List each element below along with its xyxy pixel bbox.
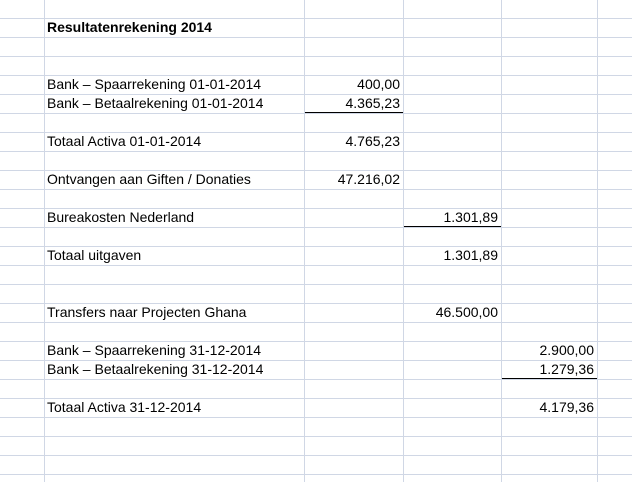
row-divider [0, 436, 632, 437]
totaal-uitgaven-label[interactable]: Totaal uitgaven [47, 247, 142, 263]
sheet-row [0, 246, 632, 265]
betaalrekening-end-value[interactable]: 1.279,36 [502, 360, 597, 379]
betaalrekening-end-label[interactable]: Bank – Betaalrekening 31-12-2014 [47, 361, 264, 377]
sheet-row-title [0, 18, 632, 37]
sheet-row [0, 303, 632, 322]
totaal-uitgaven-value[interactable]: 1.301,89 [443, 247, 498, 263]
bureaukosten-label[interactable]: Bureakosten Nederland [47, 209, 195, 225]
betaalrekening-begin-label[interactable]: Bank – Betaalrekening 01-01-2014 [47, 95, 264, 111]
transfers-label[interactable]: Transfers naar Projecten Ghana [47, 304, 247, 320]
transfers-value[interactable]: 46.500,00 [435, 304, 498, 320]
row-divider [0, 37, 632, 38]
totaal-activa-begin-value[interactable]: 4.765,23 [345, 133, 400, 149]
sheet-row [0, 341, 632, 360]
giften-label[interactable]: Ontvangen aan Giften / Donaties [47, 171, 251, 187]
giften-value[interactable]: 47.216,02 [337, 171, 400, 187]
spaarrekening-begin-label[interactable]: Bank – Spaarrekening 01-01-2014 [47, 76, 262, 92]
sheet-title[interactable]: Resultatenrekening 2014 [47, 19, 212, 35]
sheet-row [0, 170, 632, 189]
sheet-row [0, 208, 632, 227]
sheet-row [0, 94, 632, 113]
totaal-activa-end-label[interactable]: Totaal Activa 31-12-2014 [47, 399, 202, 415]
bureaukosten-value[interactable]: 1.301,89 [404, 208, 501, 227]
row-divider [0, 284, 632, 285]
row-divider [0, 379, 632, 380]
totaal-activa-end-value[interactable]: 4.179,36 [539, 399, 594, 415]
sheet-row [0, 132, 632, 151]
row-divider [0, 322, 632, 323]
row-divider [0, 455, 632, 456]
row-divider [0, 189, 632, 190]
row-divider [0, 56, 632, 57]
row-divider [0, 474, 632, 475]
sheet-row [0, 360, 632, 379]
betaalrekening-begin-value[interactable]: 4.365,23 [305, 94, 403, 113]
row-divider [0, 113, 632, 114]
row-divider [0, 417, 632, 418]
sheet-row [0, 75, 632, 94]
row-divider [0, 227, 632, 228]
spaarrekening-end-value[interactable]: 2.900,00 [539, 342, 594, 358]
sheet-row [0, 398, 632, 417]
spaarrekening-begin-value[interactable]: 400,00 [357, 76, 400, 92]
row-divider [0, 151, 632, 152]
row-divider [0, 265, 632, 266]
totaal-activa-begin-label[interactable]: Totaal Activa 01-01-2014 [47, 133, 202, 149]
spaarrekening-end-label[interactable]: Bank – Spaarrekening 31-12-2014 [47, 342, 262, 358]
